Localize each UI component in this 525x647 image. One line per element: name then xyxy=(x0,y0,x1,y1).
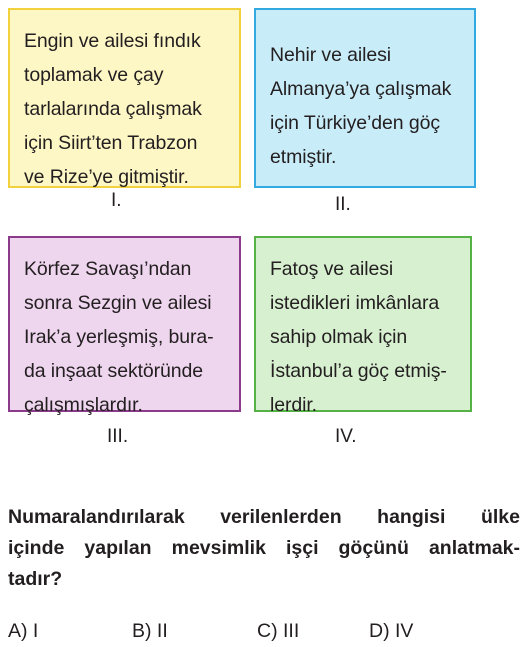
card-iv-line: İstanbul’a göç etmiş- xyxy=(270,360,447,382)
card-iii-line: Irak’a yerleşmiş, bura- xyxy=(24,326,214,348)
card-ii xyxy=(254,8,476,188)
card-iii-line: Körfez Savaşı’ndan xyxy=(24,258,192,280)
card-i-line: Engin ve ailesi fındık xyxy=(24,30,201,52)
option-a[interactable]: A) I xyxy=(8,620,39,642)
card-iv-line: lerdir. xyxy=(270,394,317,416)
card-iii-line: çalışmışlardır. xyxy=(24,394,143,416)
card-ii-line: etmiştir. xyxy=(270,146,337,168)
card-iv-label: IV. xyxy=(335,426,357,447)
card-ii-line: için Türkiye’den göç xyxy=(270,112,440,134)
option-d[interactable]: D) IV xyxy=(369,620,414,642)
card-iv xyxy=(254,236,472,416)
question-line: içinde yapılan mevsimlik işçi göçünü anlatmak- xyxy=(8,537,520,559)
question-line: tadır? xyxy=(8,568,63,590)
card-iii-line: da inşaat sektöründe xyxy=(24,360,204,382)
card-i-line: tarlalarında çalışmak xyxy=(24,98,202,120)
card-ii-text xyxy=(270,38,464,174)
question-line: Numaralandırılarak verilenlerden hangisi ülke xyxy=(8,506,520,528)
card-i-text xyxy=(24,24,229,194)
card-iii-text xyxy=(24,252,229,422)
card-iv-line: Fatoş ve ailesi xyxy=(270,258,394,280)
card-iv-line: istedikleri imkânlara xyxy=(270,292,440,314)
card-ii-line: Nehir ve ailesi xyxy=(270,44,391,66)
option-b[interactable]: B) II xyxy=(132,620,168,642)
card-iv-line: sahip olmak için xyxy=(270,326,408,348)
card-i-label: I. xyxy=(111,190,122,211)
card-iii-line: sonra Sezgin ve ailesi xyxy=(24,292,212,314)
card-iii xyxy=(8,236,241,416)
card-i-line: toplamak ve çay xyxy=(24,64,164,86)
question-text xyxy=(8,502,520,595)
card-iv-text xyxy=(270,252,460,422)
option-c[interactable]: C) III xyxy=(257,620,300,642)
card-ii-line: Almanya’ya çalışmak xyxy=(270,78,452,100)
card-i-line: ve Rize’ye gitmiştir. xyxy=(24,166,189,188)
card-i-line: için Siirt’ten Trabzon xyxy=(24,132,198,154)
card-ii-label: II. xyxy=(335,194,351,215)
card-iii-label: III. xyxy=(107,426,129,447)
card-i xyxy=(8,8,241,188)
